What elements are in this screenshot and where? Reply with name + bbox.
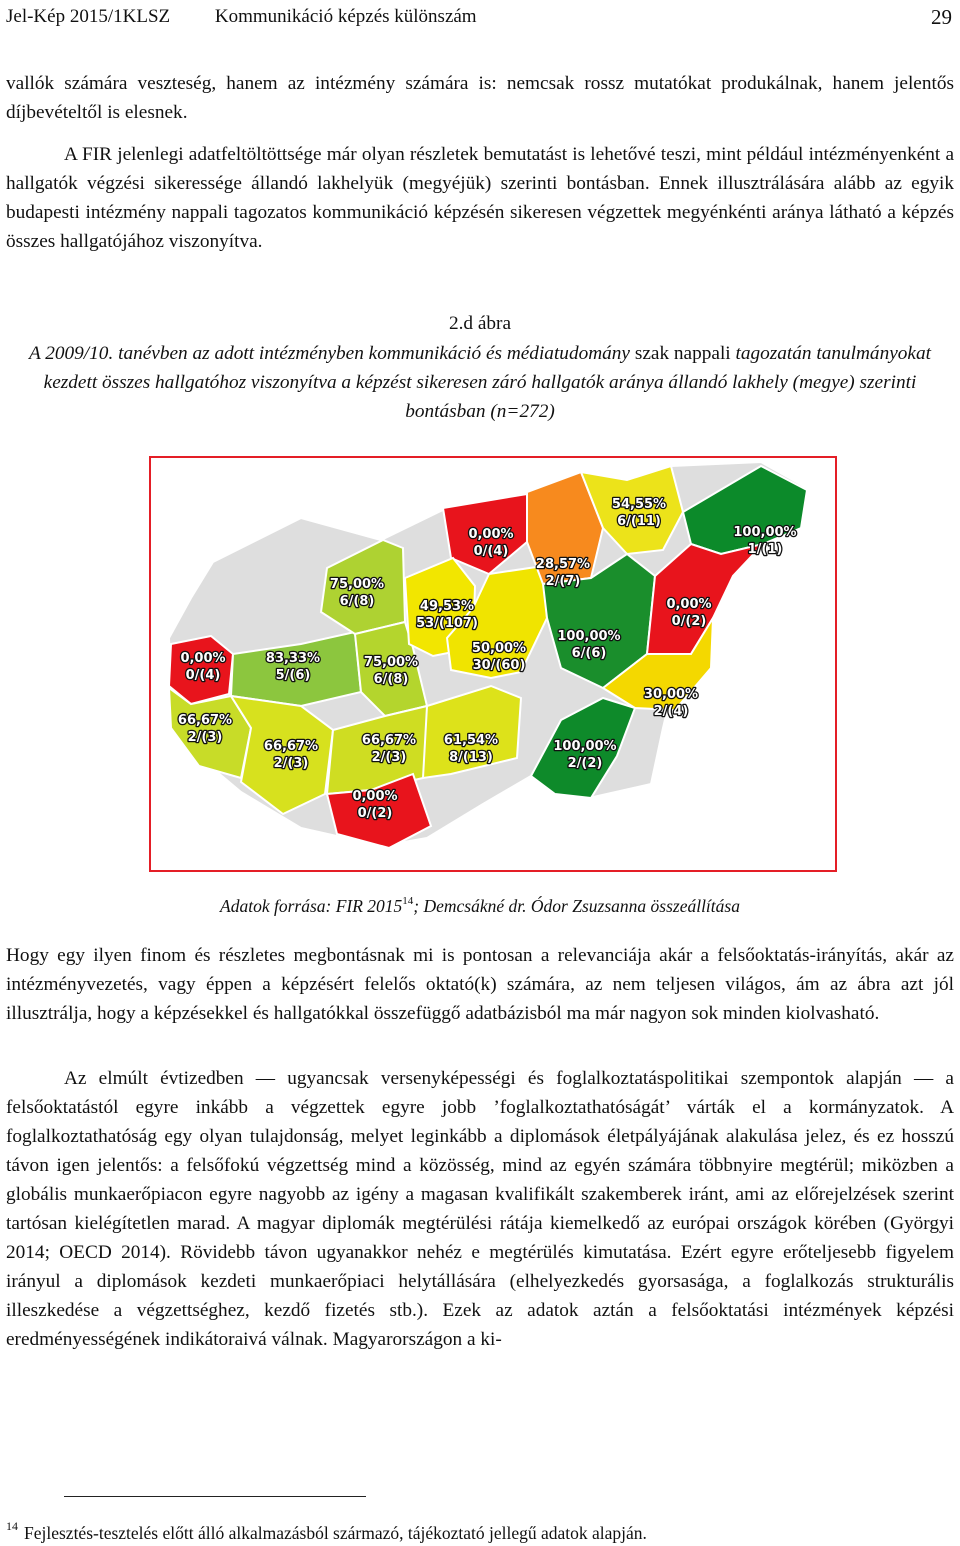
region-percent-label: 75,00% xyxy=(329,577,385,592)
region-ratio-label: 2/(2) xyxy=(567,756,603,771)
source-text: Adatok forrása: FIR 2015 xyxy=(220,896,403,916)
caption-part-4: tagozatán tanulmányokat kezdett összes hallgatóhoz viszonyítva a képzést sikeresen záró hallgatók aránya állandó lakhely (megye) szerinti bontásban (n=272) xyxy=(43,343,931,422)
page-number: 29 xyxy=(931,5,952,29)
paragraph-continuation: vallók számára veszteség, hanem az intézmény számára is: nemcsak rossz mutatókat produkálnak, hanem jelentős díjbevételtől is elesnek. xyxy=(6,73,954,123)
region-percent-label: 100,00% xyxy=(733,525,797,540)
region-percent-label: 66,67% xyxy=(361,733,417,748)
region-ratio-label: 53/(107) xyxy=(416,616,478,631)
footnote-separator xyxy=(64,1496,366,1497)
region-ratio-label: 0/(2) xyxy=(671,614,707,629)
region-ratio-label: 5/(6) xyxy=(275,668,311,683)
region-ratio-label: 6/(11) xyxy=(617,514,661,529)
region-ratio-label: 2/(3) xyxy=(371,750,407,765)
region-percent-label: 0,00% xyxy=(666,597,712,612)
footnote xyxy=(6,1513,954,1546)
caption-part-3: nappali xyxy=(673,343,731,364)
header-left xyxy=(6,2,477,32)
region-percent-label: 49,53% xyxy=(419,599,475,614)
figure-number: 2.d ábra xyxy=(448,313,512,334)
issue-title: Kommunikáció képzés különszám xyxy=(214,6,477,27)
region-percent-label: 66,67% xyxy=(263,739,319,754)
region-percent-label: 100,00% xyxy=(557,629,621,644)
region-ratio-label: 6/(6) xyxy=(571,646,607,661)
region-ratio-label: 2/(4) xyxy=(653,704,689,719)
paragraph-employability: Az elmúlt évtizedben — ugyancsak versenyképességi és foglalkoztatáspolitikai szempontok alapján — a felsőoktatástól egyre inkább a végzettek egyre jobb ’foglalkoztathatóságát’ várták el a kormányzatok. A foglalkoztathatóság egy olyan tulajdonság, melyet leginkább a diplomások életpályájának alakulása jelez, és ez hosszú távon igen jelentős: a felsőfokú végzettség mind a közösség, mind az egyén számára többnyire megtérül; miközben a globális munkaerőpiacon egyre nagyobb az igény a magasan kvalifikált szakemberek iránt, ami az előrejelzések szerint tartósan kielégítetlen marad. A magyar diplomák megtérülési rátája kiemelkedő az európai országok körében (Györgyi 2014; OECD 2014). Rövidebb távon ugyanakkor nehéz e megtérülés kimutatása. Ezért egyre erőteljesebb figyelem irányul a diplomások kezdeti munkaerőpiaci helytállására (elhelyezkedés gyorsasága, a foglalkozás strukturális illeszkedése a végzettséghez, kezdő fizetés stb.). Ezek az adatok aztán a felsőoktatási intézmények képzési eredményességének indikátoraivá válnak. Magyarországon a ki- xyxy=(6,1068,954,1350)
region-ratio-label: 1/(1) xyxy=(747,542,783,557)
region-ratio-label: 0/(2) xyxy=(357,806,393,821)
source-footnote-ref: 14 xyxy=(402,895,414,907)
source-text-2: ; Demcsákné dr. Ódor Zsuzsanna összeállítása xyxy=(413,896,740,916)
region-percent-label: 100,00% xyxy=(553,739,617,754)
region-percent-label: 75,00% xyxy=(363,655,419,670)
region-ratio-label: 8/(13) xyxy=(449,750,493,765)
region-ratio-label: 2/(7) xyxy=(545,574,581,589)
region-percent-label: 0,00% xyxy=(468,527,514,542)
footnote-number: 14 xyxy=(6,1519,18,1533)
region-ratio-label: 2/(3) xyxy=(273,756,309,771)
figure-source xyxy=(0,888,960,919)
county-map-figure xyxy=(149,456,837,872)
region-percent-label: 0,00% xyxy=(352,789,398,804)
region-ratio-label: 0/(4) xyxy=(185,668,221,683)
region-ratio-label: 30/(60) xyxy=(472,658,526,673)
region-percent-label: 30,00% xyxy=(643,687,699,702)
region-percent-label: 54,55% xyxy=(611,497,667,512)
hungary-county-map xyxy=(151,458,835,870)
region-percent-label: 50,00% xyxy=(471,641,527,656)
region-ratio-label: 6/(8) xyxy=(373,672,409,687)
region-ratio-label: 2/(3) xyxy=(187,730,223,745)
paragraph-relevance: Hogy egy ilyen finom és részletes megbontásnak mi is pontosan a relevanciája akár a felsőoktatás-irányítás, akár az intézményvezetés, vagy éppen a képzésért felelős oktató(k) számára, az nem teljesen világos, ám az ábra azt jól illusztrálja, hogy a képzésekkel és hallgatókkal összefüggő adatbázisból ma már nagyon sok minden kiolvasható. xyxy=(6,945,954,1024)
caption-part-2: szak xyxy=(630,343,674,364)
footnote-text: Fejlesztés-tesztelés előtt álló alkalmazásból származó, tájékoztató jellegű adatok alapján. xyxy=(24,1523,647,1543)
region-percent-label: 66,67% xyxy=(177,713,233,728)
region-ratio-label: 0/(4) xyxy=(473,544,509,559)
region-percent-label: 28,57% xyxy=(535,557,591,572)
running-header xyxy=(6,2,952,32)
region-percent-label: 0,00% xyxy=(180,651,226,666)
region-percent-label: 61,54% xyxy=(443,733,499,748)
figure-caption xyxy=(6,339,954,426)
paragraph-fir: A FIR jelenlegi adatfeltöltöttsége már olyan részletek bemutatást is lehetővé teszi, mint például intézményenként a hallgatók végzési sikeressége állandó lakhelyük (megyéjük) szerinti bontásban. Ennek illusztrálására alább az egyik budapesti intézmény nappali tagozatos kommunikáció képzésén sikeresen végzettek megyénkénti aránya látható a képzés összes hallgatójához viszonyítva. xyxy=(6,144,954,252)
caption-part-1: A 2009/10. tanévben az adott intézményben kommunikáció és médiatudomány xyxy=(29,343,630,364)
region-ratio-label: 6/(8) xyxy=(339,594,375,609)
journal-name: Jel-Kép 2015/1KLSZ xyxy=(6,6,171,27)
region-percent-label: 83,33% xyxy=(265,651,321,666)
